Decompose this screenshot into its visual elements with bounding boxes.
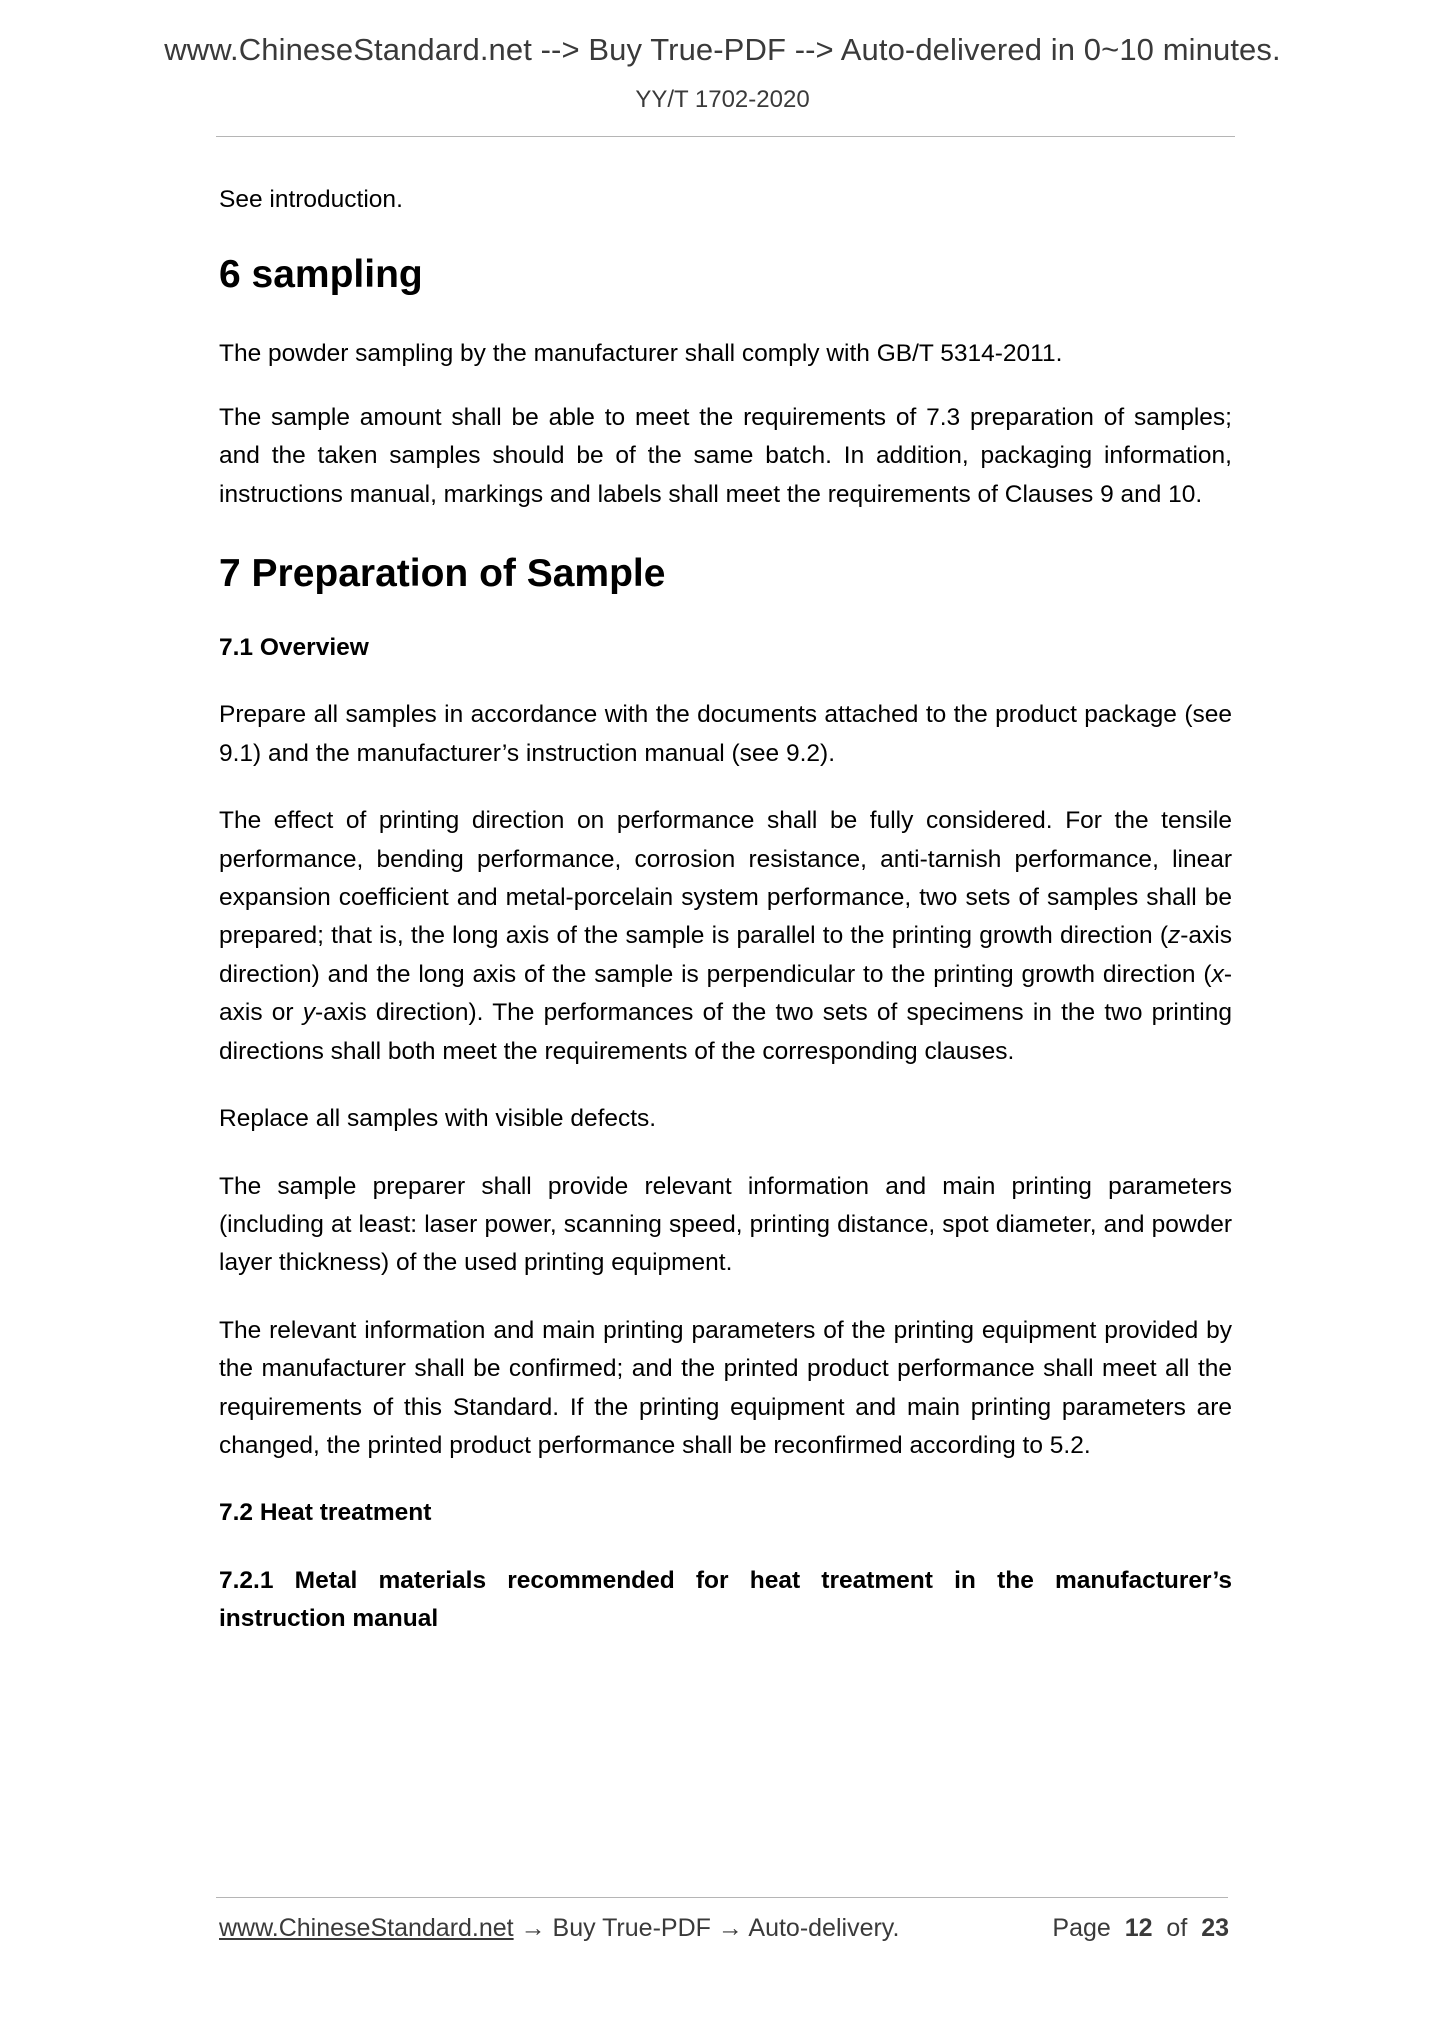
axis-symbol-z: z [1168,922,1181,950]
page-footer [219,1914,1229,1943]
axis-symbol-y: y [302,999,315,1027]
paragraph-text: -axis direction). The performances of the two sets of specimens in the two printing directions shall both meet the requirements of the corresponding clauses. [219,999,1232,1065]
section-6-paragraph-2: The sample amount shall be able to meet the requirements of 7.3 preparation of samples; and the taken samples should be of the same batch. In addition, packaging information, instructions manual, markings and labels shall meet the requirements of Clauses 9 and 10. [219,403,1232,508]
section-7-1-heading: 7.1 Overview [219,634,369,662]
standard-code: YY/T 1702-2020 [635,86,810,113]
header-divider [216,136,1235,137]
section-7-heading: 7 Preparation of Sample [219,552,666,596]
section-7-1-paragraph-5: The relevant information and main printing parameters of the printing equipment provided by the manufacturer shall be confirmed; and the printed product performance shall meet all the requirements of this Standard. If the printing equipment and main printing parameters are changed, the printed product performance shall be reconfirmed according to 5.2. [219,1316,1232,1459]
section-7-1-paragraph-1: Prepare all samples in accordance with the documents attached to the product package (see 9.1) and the manufacturer’s instruction manual (see 9.2). [219,701,1232,767]
section-7-1-paragraph-3: Replace all samples with visible defects. [219,1105,657,1133]
section-7-2-1-heading: 7.2.1 Metal materials recommended for heat treatment in the manufacturer’s instruction manual [219,1566,1232,1633]
section-7-2-heading: 7.2 Heat treatment [219,1499,432,1527]
section-7-1-paragraph-2 [219,802,1232,1071]
paragraph-text: -axis or [219,960,1232,1027]
section-6-paragraph-1: The powder sampling by the manufacturer shall comply with GB/T 5314-2011. [219,340,1063,368]
page-indicator [1052,1914,1229,1943]
page-label: Page [1052,1914,1111,1942]
paragraph-text: The effect of printing direction on performance shall be fully considered. For the tensile performance, bending performance, corrosion resistance, anti-tarnish performance, linear expansion coefficient and metal-porcelain system performance, two sets of samples shall be prepared; that is, the long axis of the sample is parallel to the printing growth direction ( [219,807,1232,950]
section-7-1-paragraph-4: The sample preparer shall provide relevant information and main printing parameters (including at least: laser power, scanning speed, printing distance, spot diameter, and powder layer thickness) of the used printing equipment. [219,1172,1232,1277]
page-number: 12 [1124,1914,1153,1942]
footer-divider [216,1897,1228,1898]
page-total: 23 [1201,1914,1229,1942]
of-label: of [1166,1914,1188,1942]
footer-delivery-text: → Buy True-PDF → Auto-delivery. [513,1914,900,1942]
intro-reference: See introduction. [219,186,403,213]
footer-site-link[interactable]: www.ChineseStandard.net [219,1914,514,1942]
axis-symbol-x: x [1211,960,1224,988]
section-6-heading: 6 sampling [219,253,423,297]
top-banner[interactable]: www.ChineseStandard.net --> Buy True-PDF --> Auto-delivered in 0~10 minutes. [164,32,1281,67]
document-body [219,181,1232,1639]
paragraph-text: -axis direction) and the long axis of the sample is perpendicular to the printing growth direction ( [219,922,1232,988]
